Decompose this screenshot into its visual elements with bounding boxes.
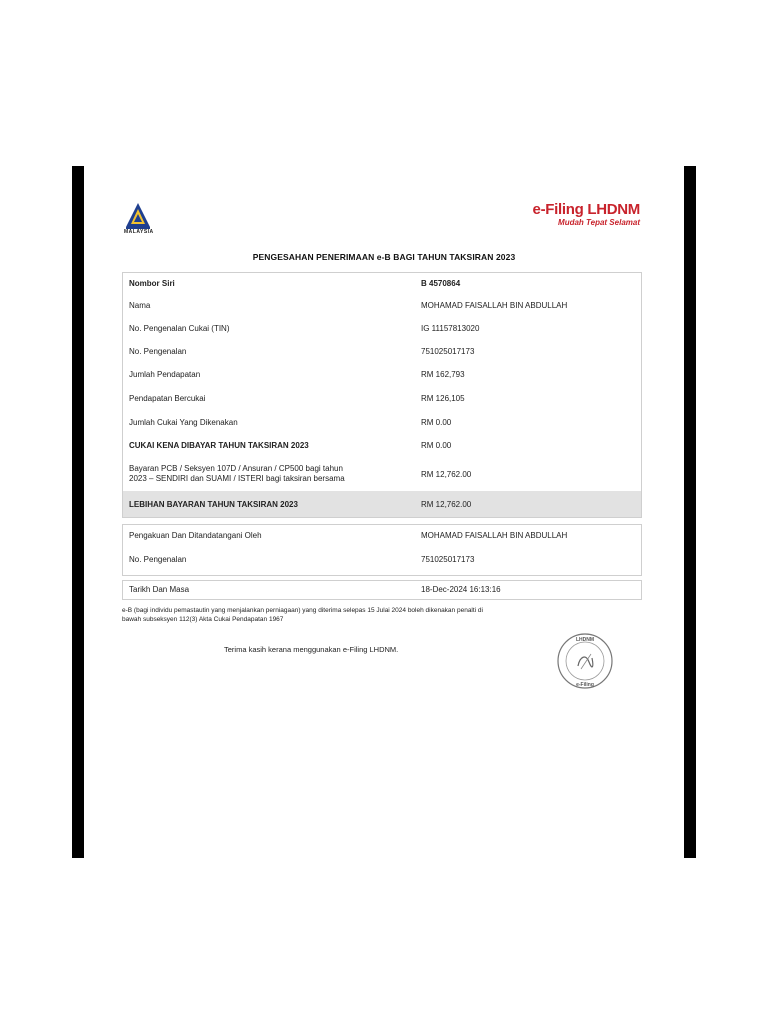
row-value: B 4570864 (421, 279, 461, 288)
row-label: Nombor Siri (129, 279, 175, 288)
row-value: RM 126,105 (421, 394, 465, 403)
document-title: PENGESAHAN PENERIMAAN e-B BAGI TAHUN TAKSIRAN 2023 (252, 252, 516, 262)
row-value: RM 0.00 (421, 441, 452, 450)
row-value: RM 162,793 (421, 370, 465, 379)
table-row (123, 549, 641, 573)
table-row (123, 341, 641, 364)
row-label: Tarikh Dan Masa (129, 585, 190, 594)
row-label: Nama (129, 301, 151, 310)
table-row (123, 364, 641, 388)
row-value: 18-Dec-2024 16:13:16 (421, 585, 501, 594)
row-value: 751025017173 (421, 555, 475, 564)
penalty-note (122, 606, 644, 624)
row-value: IG 11157813020 (421, 324, 480, 333)
row-label: No. Pengenalan (129, 347, 187, 356)
table-row (123, 525, 641, 549)
seal-bottom-text: e-Filing (576, 682, 594, 688)
row-label-line2: 2023 – SENDIRI dan SUAMI / ISTERI bagi taksiran bersama (129, 474, 345, 483)
country-label: MALAYSIA (124, 229, 154, 235)
row-value: MOHAMAD FAISALLAH BIN ABDULLAH (421, 531, 568, 540)
row-label: CUKAI KENA DIBAYAR TAHUN TAKSIRAN 2023 (129, 441, 309, 450)
lhdnm-seal-stamp (556, 632, 614, 690)
table-row (123, 458, 641, 491)
table-row (123, 318, 641, 341)
efiling-brand (533, 202, 640, 228)
left-black-border (72, 166, 84, 858)
row-value: 751025017173 (421, 347, 475, 356)
table-row (123, 412, 641, 435)
acknowledgement-table (122, 524, 642, 576)
brand-title: e-Filing LHDNM (532, 201, 640, 218)
table-row (123, 295, 641, 318)
row-value: MOHAMAD FAISALLAH BIN ABDULLAH (421, 301, 568, 310)
brand-tagline: Mudah Tepat Selamat (558, 218, 640, 227)
seal-icon (556, 632, 614, 690)
details-table (122, 272, 642, 518)
timestamp-table (122, 580, 642, 600)
table-row-highlighted (123, 491, 641, 517)
table-row (123, 435, 641, 458)
row-label: No. Pengenalan (129, 555, 187, 564)
crest-icon (124, 201, 168, 231)
note-line: e-B (bagi individu pemastautin yang menjalankan perniagaan) yang diterima selepas 15 Julai 2024 boleh dikenakan penalti di (122, 607, 483, 614)
table-row (123, 273, 641, 295)
table-row (123, 388, 641, 412)
receipt-document (84, 166, 684, 858)
table-row (123, 581, 641, 599)
row-value: RM 12,762.00 (421, 470, 472, 479)
seal-top-text: LHDNM (575, 637, 595, 643)
thank-you-message: Terima kasih kerana menggunakan e-Filing LHDNM. (224, 645, 399, 654)
row-value: RM 0.00 (421, 418, 452, 427)
note-line: bawah subseksyen 112(3) Akta Cukai Pendapatan 1967 (122, 616, 284, 623)
row-label: Pengakuan Dan Ditandatangani Oleh (129, 531, 262, 540)
right-black-border (684, 166, 696, 858)
row-value: RM 12,762.00 (421, 500, 472, 509)
row-label: Jumlah Pendapatan (129, 370, 201, 379)
row-label: LEBIHAN BAYARAN TAHUN TAKSIRAN 2023 (129, 500, 298, 509)
row-label: Jumlah Cukai Yang Dikenakan (129, 418, 238, 427)
lhdn-crest-logo (124, 201, 168, 237)
row-label: Pendapatan Bercukai (129, 394, 206, 403)
row-label: No. Pengenalan Cukai (TIN) (129, 324, 230, 333)
row-label-line1: Bayaran PCB / Seksyen 107D / Ansuran / CP500 bagi tahun (129, 464, 343, 473)
